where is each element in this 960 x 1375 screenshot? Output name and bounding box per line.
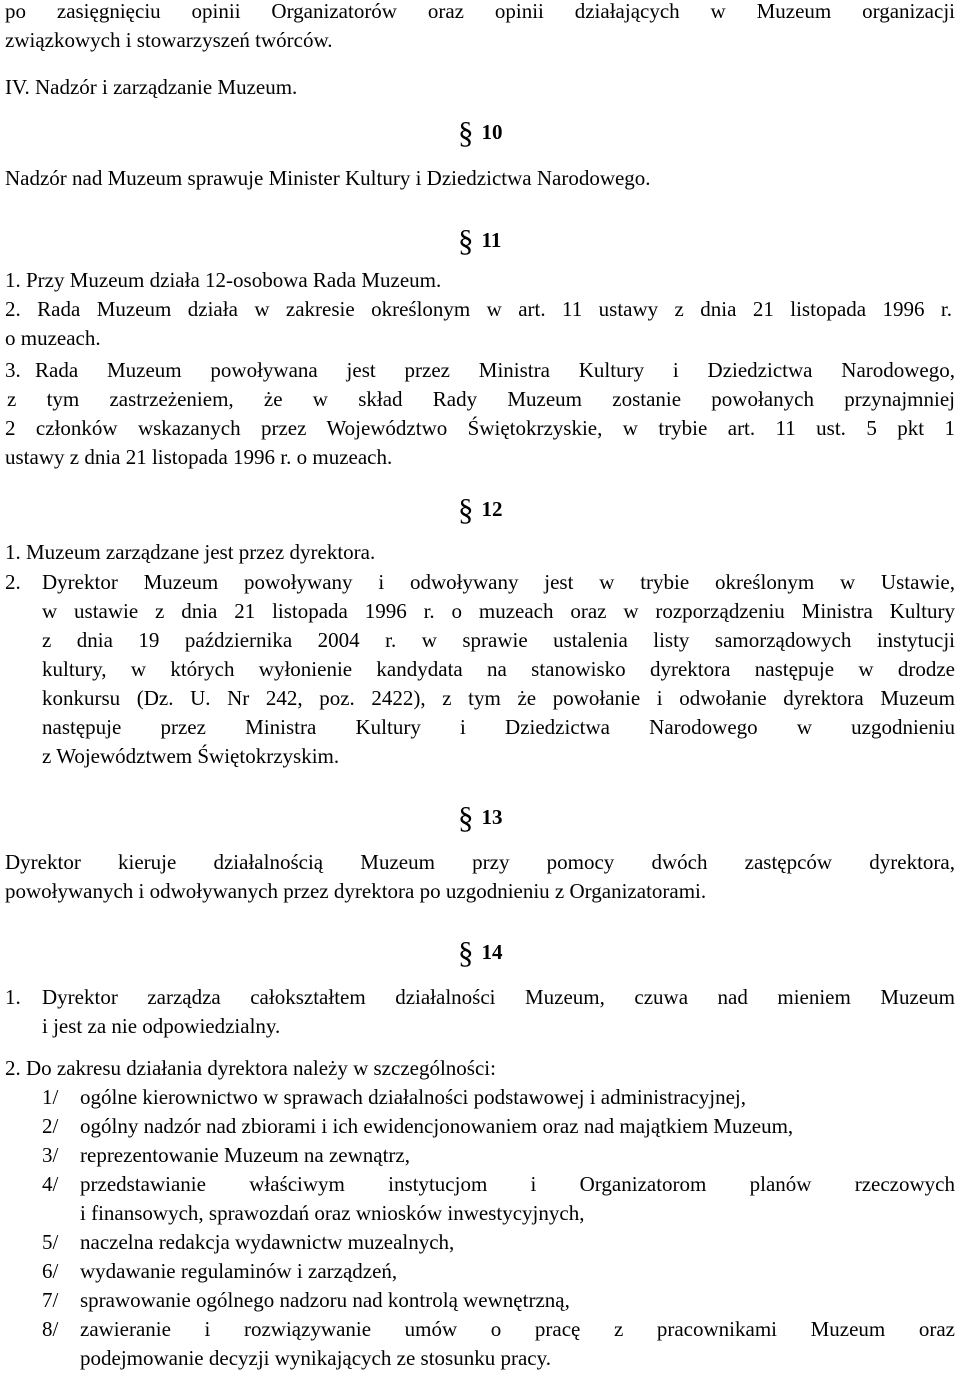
section-14-item-2: 2. Do zakresu działania dyrektora należy w szczególności: xyxy=(5,1056,496,1080)
section-14-heading xyxy=(458,935,503,971)
section-number: 13 xyxy=(481,805,503,829)
section-12-item-2-line: z Województwem Świętokrzyskim. xyxy=(42,744,340,768)
section-sign: § xyxy=(458,800,474,835)
duty-text: ogólne kierownictwo w sprawach działalności podstawowej i administracyjnej, xyxy=(80,1085,746,1109)
section-11-item-3-line-4: ustawy z dnia 21 listopada 1996 r. o muzeach. xyxy=(5,445,393,469)
section-11-item-3-line-3: 2 członków wskazanych przez Województwo Świętokrzyskie, w trybie art. 11 ust. 5 pkt 1 xyxy=(5,416,955,440)
duty-number: 2/ xyxy=(42,1114,59,1138)
duty-number: 8/ xyxy=(42,1317,59,1341)
section-sign: § xyxy=(458,115,474,150)
duty-text: reprezentowanie Muzeum na zewnątrz, xyxy=(80,1143,410,1167)
section-sign: § xyxy=(458,492,474,527)
section-14-item-1-line-2: i jest za nie odpowiedzialny. xyxy=(42,1014,281,1038)
duty-number: 4/ xyxy=(42,1172,59,1196)
section-10-heading xyxy=(458,115,503,151)
duty-text: przedstawianie właściwym instytucjom i Organizatorom planów rzeczowych xyxy=(80,1172,955,1196)
chapter-heading: IV. Nadzór i zarządzanie Muzeum. xyxy=(5,75,298,99)
duty-text: podejmowanie decyzji wynikających ze stosunku pracy. xyxy=(80,1346,551,1370)
section-number: 10 xyxy=(481,120,503,144)
section-11-item-1: 1. Przy Muzeum działa 12-osobowa Rada Muzeum. xyxy=(5,268,442,292)
duty-text: ogólny nadzór nad zbiorami i ich ewidencjonowaniem oraz nad majątkiem Muzeum, xyxy=(80,1114,794,1138)
section-11-item-3-number: 3. xyxy=(5,358,21,382)
section-11-item-3-line-2: z tym zastrzeżeniem, że w skład Rady Muzeum zostanie powołanych przynajmniej xyxy=(7,387,955,411)
duty-number: 1/ xyxy=(42,1085,59,1109)
section-12-item-2-number: 2. xyxy=(5,570,21,594)
duty-text: sprawowanie ogólnego nadzoru nad kontrolą wewnętrzną, xyxy=(80,1288,570,1312)
section-10-text: Nadzór nad Muzeum sprawuje Minister Kultury i Dziedzictwa Narodowego. xyxy=(5,166,651,190)
duty-text: naczelna redakcja wydawnictw muzealnych, xyxy=(80,1230,455,1254)
section-number: 11 xyxy=(481,228,502,252)
section-sign: § xyxy=(458,935,474,970)
section-sign: § xyxy=(458,223,474,258)
section-14-item-1-number: 1. xyxy=(5,985,21,1009)
duty-number: 6/ xyxy=(42,1259,59,1283)
section-11-item-3-line-1: Rada Muzeum powoływana jest przez Ministra Kultury i Dziedzictwa Narodowego, xyxy=(35,358,955,382)
section-12-item-2-line: kultury, w których wyłonienie kandydata na stanowisko dyrektora następuje w drodze xyxy=(42,657,955,681)
section-12-heading xyxy=(458,492,503,528)
section-14-item-1-line-1: Dyrektor zarządza całokształtem działalności Muzeum, czuwa nad mieniem Muzeum xyxy=(42,985,955,1009)
intro-line-1: po zasięgnięciu opinii Organizatorów oraz opinii działających w Muzeum organizacji xyxy=(5,0,955,23)
intro-line-2: związkowych i stowarzyszeń twórców. xyxy=(5,28,333,52)
section-13-line-1: Dyrektor kieruje działalnością Muzeum przy pomocy dwóch zastępców dyrektora, xyxy=(5,850,955,874)
section-11-item-2-line-1: 2. Rada Muzeum działa w zakresie określonym w art. 11 ustawy z dnia 21 listopada 1996 r. xyxy=(5,297,952,321)
section-11-heading xyxy=(458,223,501,259)
duty-number: 5/ xyxy=(42,1230,59,1254)
duty-number: 3/ xyxy=(42,1143,59,1167)
section-13-line-2: powoływanych i odwoływanych przez dyrektora po uzgodnieniu z Organizatorami. xyxy=(5,879,707,903)
duty-text: i finansowych, sprawozdań oraz wniosków inwestycyjnych, xyxy=(80,1201,585,1225)
duty-text: wydawanie regulaminów i zarządzeń, xyxy=(80,1259,398,1283)
section-12-item-2-line: w ustawie z dnia 21 listopada 1996 r. o muzeach oraz w rozporządzeniu Ministra Kultury xyxy=(42,599,955,623)
duty-number: 7/ xyxy=(42,1288,59,1312)
section-12-item-1: 1. Muzeum zarządzane jest przez dyrektora. xyxy=(5,540,376,564)
section-12-item-2-line: Dyrektor Muzeum powoływany i odwoływany jest w trybie określonym w Ustawie, xyxy=(42,570,955,594)
section-number: 14 xyxy=(481,940,503,964)
section-11-item-2-line-2: o muzeach. xyxy=(5,326,101,350)
section-13-heading xyxy=(458,800,503,836)
section-12-item-2-line: następuje przez Ministra Kultury i Dziedzictwa Narodowego w uzgodnieniu xyxy=(42,715,955,739)
section-number: 12 xyxy=(481,497,503,521)
duty-text: zawieranie i rozwiązywanie umów o pracę z pracownikami Muzeum oraz xyxy=(80,1317,955,1341)
section-12-item-2-line: konkursu (Dz. U. Nr 242, poz. 2422), z tym że powołanie i odwołanie dyrektora Muzeum xyxy=(42,686,955,710)
section-12-item-2-line: z dnia 19 października 2004 r. w sprawie ustalenia listy samorządowych instytucji xyxy=(42,628,955,652)
